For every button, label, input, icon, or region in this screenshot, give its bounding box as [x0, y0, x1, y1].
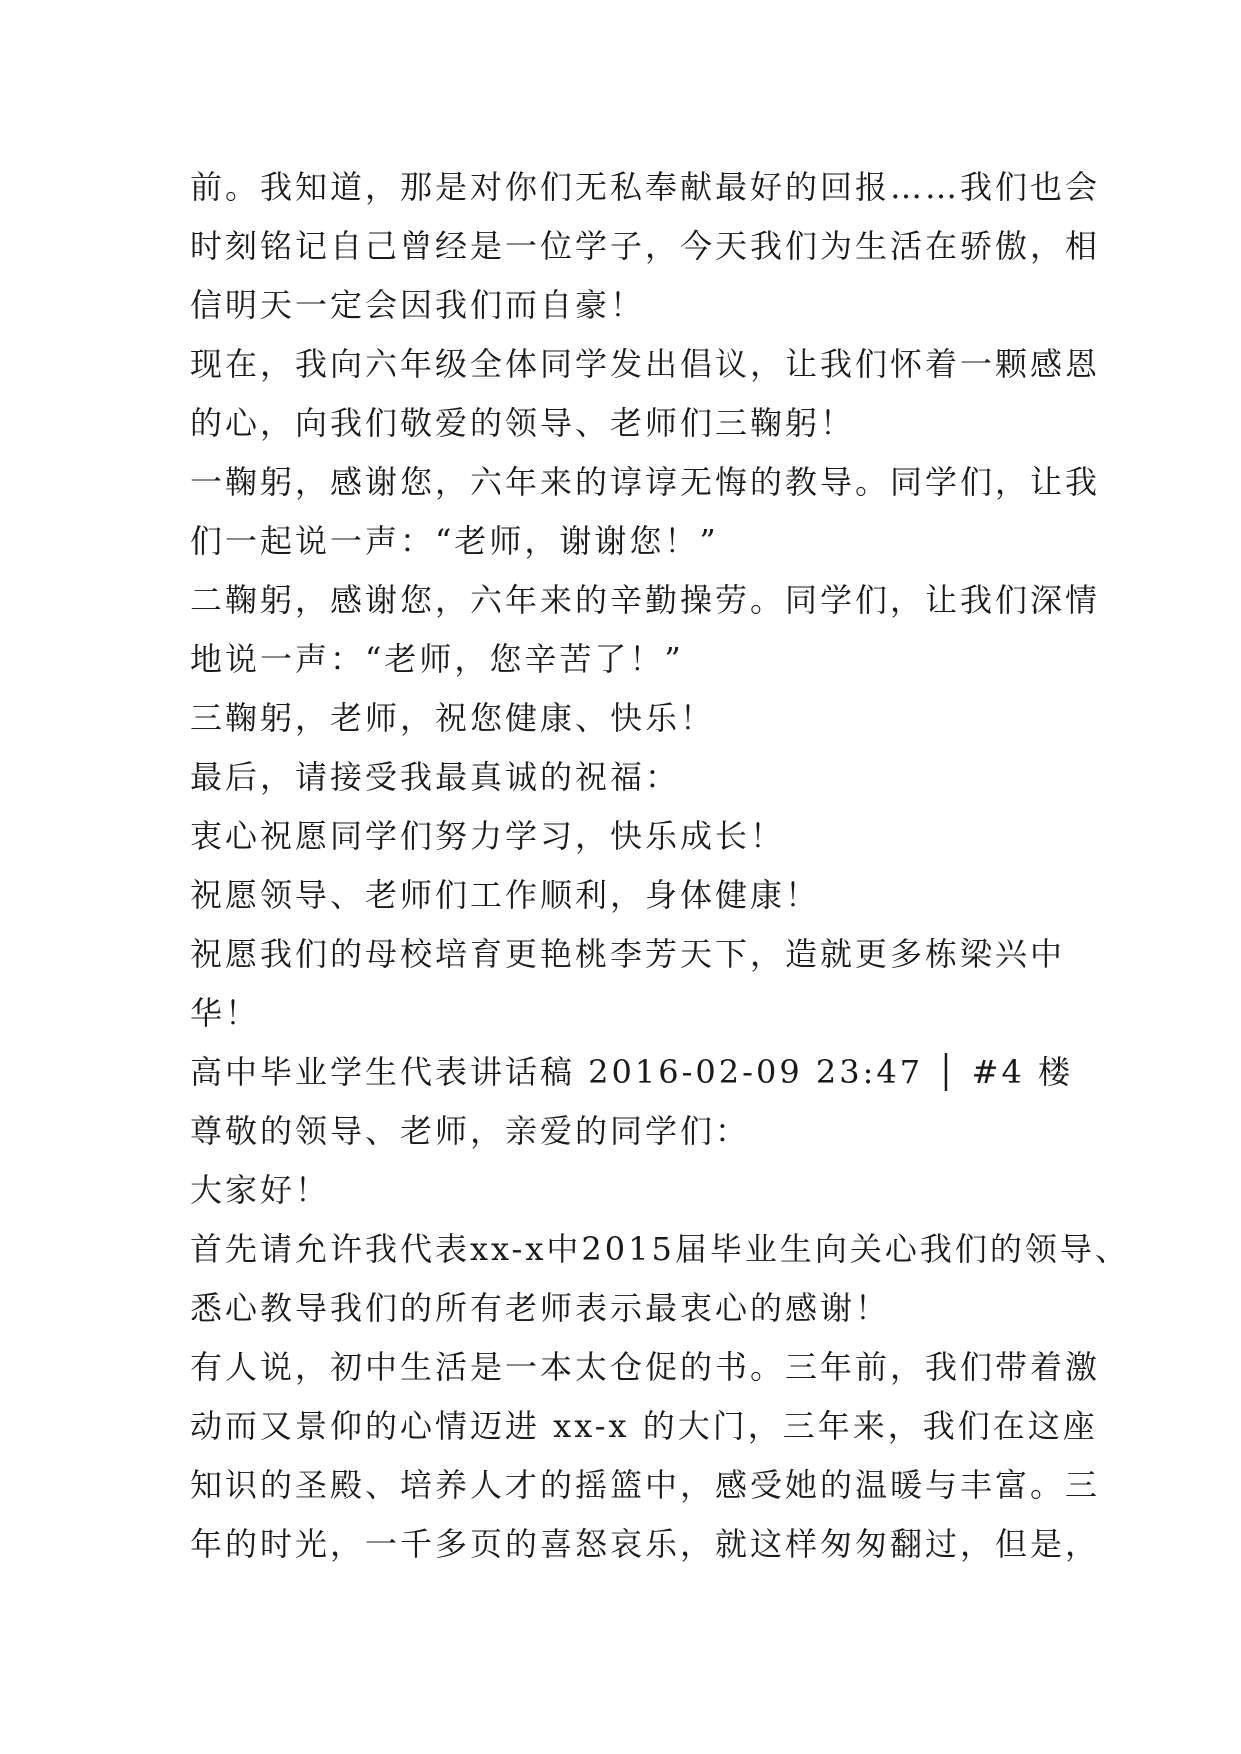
body-text: [190, 158, 1130, 1574]
text-line: 祝愿我们的母校培育更艳桃李芳天下，造就更多栋梁兴中: [190, 935, 1066, 973]
text-line: 大家好！: [190, 1171, 331, 1209]
text-line: 们一起说一声：“老师，谢谢您！”: [190, 522, 719, 560]
text-line: 信明天一定会因我们而自豪！: [190, 286, 646, 324]
text-line: 尊敬的领导、老师，亲爱的同学们：: [190, 1112, 751, 1150]
text-line: 年的时光，一千多页的喜怒哀乐，就这样匆匆翻过，但是，: [190, 1525, 1101, 1563]
text-line: 二鞠躬，感谢您，六年来的辛勤操劳。同学们，让我们深情: [190, 581, 1101, 619]
text-line: 有人说，初中生活是一本太仓促的书。三年前，我们带着激: [190, 1348, 1101, 1386]
post-header-line: 高中毕业学生代表讲话稿 2016-02-09 23:47 │ #4 楼: [190, 1053, 1074, 1091]
text-line: 动而又景仰的心情迈进 xx-x 的大门，三年来，我们在这座: [190, 1407, 1098, 1445]
text-line: 一鞠躬，感谢您，六年来的谆谆无悔的教导。同学们，让我: [190, 463, 1101, 501]
text-line: 前。我知道，那是对你们无私奉献最好的回报……我们也会: [190, 168, 1101, 206]
text-line: 华！: [190, 994, 261, 1032]
text-line: 现在，我向六年级全体同学发出倡议，让我们怀着一颗感恩: [190, 345, 1101, 383]
text-line: 知识的圣殿、培养人才的摇篮中，感受她的温暖与丰富。三: [190, 1466, 1101, 1504]
text-line: 的心，向我们敬爱的领导、老师们三鞠躬！: [190, 404, 856, 442]
text-line: 时刻铭记自己曾经是一位学子，今天我们为生活在骄傲，相: [190, 227, 1101, 265]
text-line: 三鞠躬，老师，祝您健康、快乐！: [190, 699, 716, 737]
text-line: 祝愿领导、老师们工作顺利，身体健康！: [190, 876, 821, 914]
text-line: 衷心祝愿同学们努力学习，快乐成长！: [190, 817, 786, 855]
text-line: 悉心教导我们的所有老师表示最衷心的感谢！: [190, 1289, 891, 1327]
text-line: 最后，请接受我最真诚的祝福：: [190, 758, 681, 796]
text-line: 地说一声：“老师，您辛苦了！”: [190, 640, 684, 678]
text-line: 首先请允许我代表xx-x中2015届毕业生向关心我们的领导、: [190, 1230, 1130, 1268]
